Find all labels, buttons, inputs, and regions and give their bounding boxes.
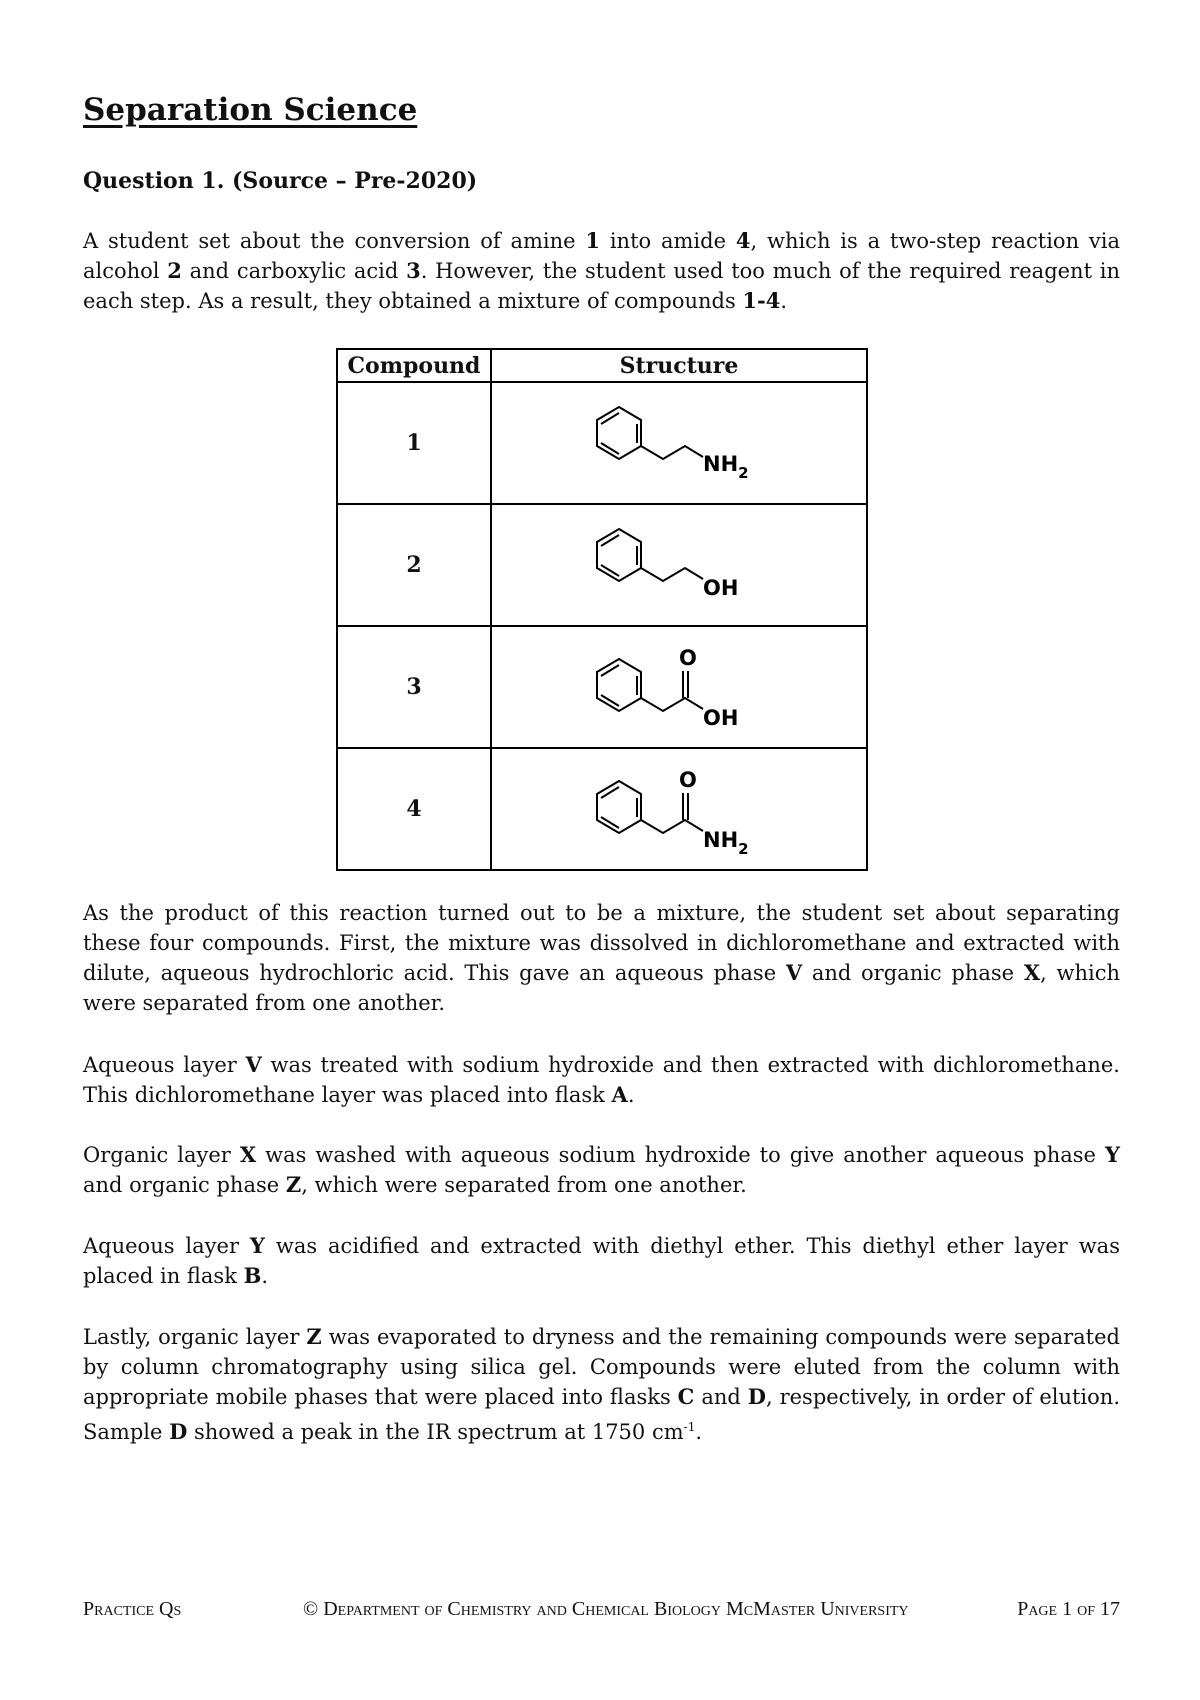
structure-cell (491, 748, 867, 870)
footer-center: © Department of Chemistry and Chemical Biology McMaster University (303, 1598, 909, 1620)
page-footer (83, 1598, 1120, 1622)
group-label: OH (703, 576, 739, 600)
carbonyl-oxygen: O (679, 768, 697, 792)
layer-y-paragraph: Aqueous layer Y was acidified and extracted with diethyl ether. This diethyl ether layer was placed in flask B. (83, 1233, 1120, 1288)
table-row (337, 382, 867, 504)
structure-cell (491, 382, 867, 504)
extraction-paragraph: As the product of this reaction turned out to be a mixture, the student set about separating these four compounds. First, the mixture was dissolved in dichloromethane and extracted with dilute, aqueous hydrochloric acid. This gave an aqueous phase V and organic phase X, which were separated from one another. (83, 901, 1120, 1015)
layer-v-paragraph: Aqueous layer V was treated with sodium hydroxide and then extracted with dichloromethane. This dichloromethane layer was placed into flask A. (83, 1052, 1120, 1107)
group-label: OH (703, 706, 739, 730)
compound-number: 1 (337, 382, 491, 504)
structure-phenylacetic-acid (579, 637, 779, 737)
compound-number: 3 (337, 626, 491, 748)
header-compound: Compound (337, 349, 491, 382)
table-row (337, 626, 867, 748)
layer-x-paragraph: Organic layer X was washed with aqueous sodium hydroxide to give another aqueous phase Y and organic phase Z, which were separated from one another. (83, 1142, 1120, 1197)
structure-cell (491, 504, 867, 626)
layer-z-paragraph: Lastly, organic layer Z was evaporated to dryness and the remaining compounds were separated by column chromatography using silica gel. Compounds were eluted from the column with appropriate mobile phases that were placed into flasks C and D, respectively, in order of elution. Sample D showed a peak in the IR spectrum at 1750 $cm^{-1}$. (83, 1324, 1120, 1444)
structure-cell (491, 626, 867, 748)
header-structure: Structure (491, 349, 867, 382)
structure-phenylacetamide (579, 759, 779, 859)
question-title: Question 1. (Source – Pre-2020) (83, 168, 478, 194)
group-label: $NH_2$ (703, 452, 749, 482)
compound-number: 2 (337, 504, 491, 626)
carbonyl-oxygen: O (679, 646, 697, 670)
section-title: Separation Science (83, 92, 418, 128)
table-row (337, 748, 867, 870)
compound-number: 4 (337, 748, 491, 870)
compound-table (336, 348, 868, 871)
structure-phenylethanol (579, 515, 779, 615)
footer-left: Practice Qs (83, 1598, 182, 1620)
structure-phenethylamine (579, 393, 779, 493)
table-row (337, 504, 867, 626)
group-label: $NH_2$ (703, 828, 749, 858)
footer-page-number: Page 1 of 17 (1017, 1598, 1120, 1620)
intro-paragraph: A student set about the conversion of amine 1 into amide 4, which is a two-step reaction via alcohol 2 and carboxylic acid 3. However, the student used too much of the required reagent in each step. As a result, they obtained a mixture of compounds 1-4. (83, 228, 1121, 313)
